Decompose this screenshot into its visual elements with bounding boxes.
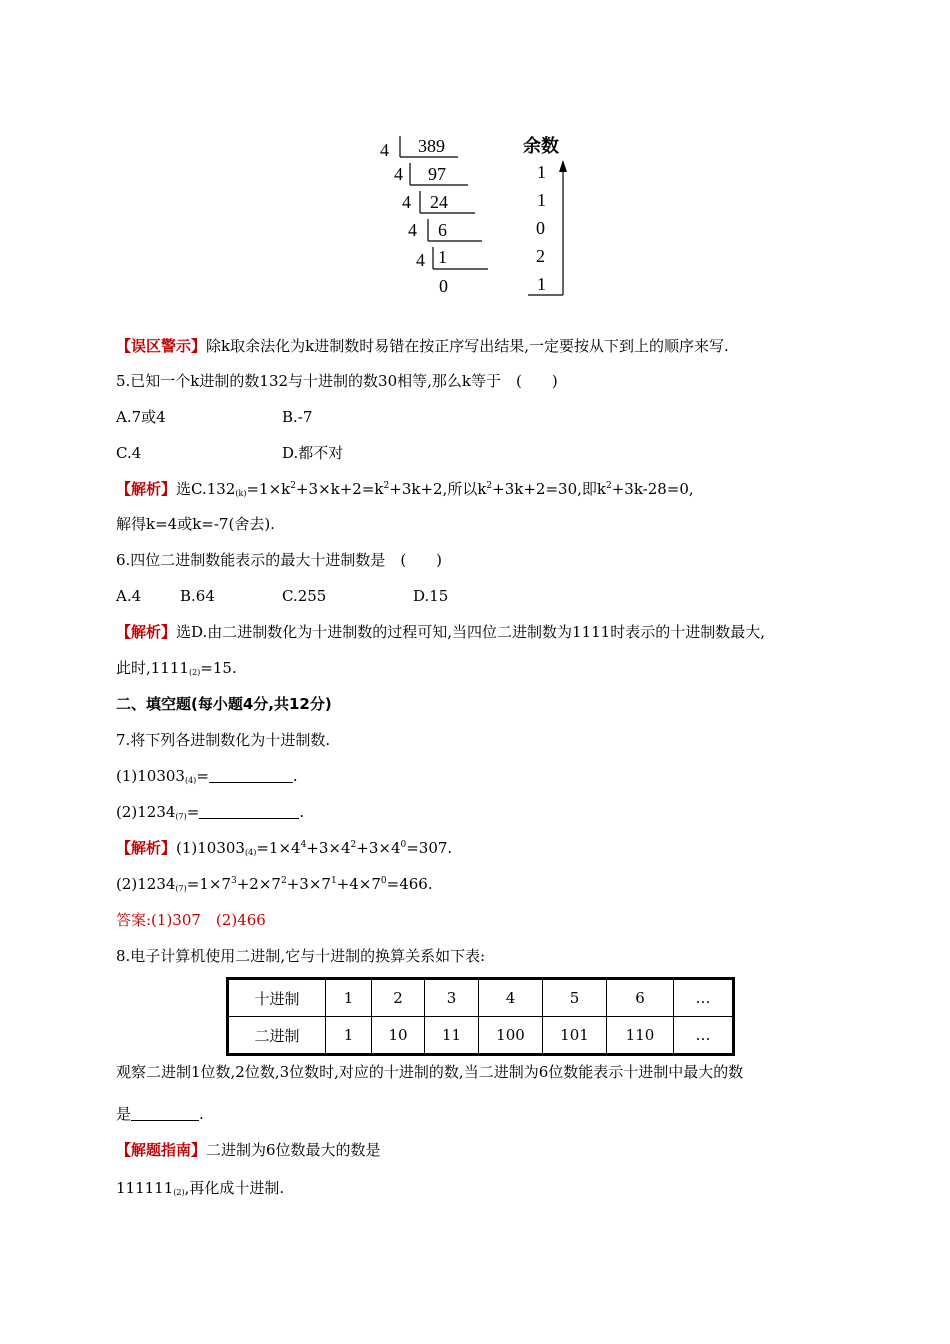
q5-analysis-text: +3k+2=30,即k [492,480,606,498]
q7-text: +3×4 [356,839,401,857]
remainder-1: 1 [537,162,546,182]
base-subscript: (7) [175,812,187,821]
q8-text1: 观察二进制1位数,2位数,3位数时,对应的十进制的数,当二进制为6位数能表示十进制中最大的数 [116,1063,744,1081]
analysis-tag: 【解析】 [116,623,177,641]
table-cell: 101 [543,1017,607,1055]
table-cell: 10 [372,1017,425,1055]
q8-text2 [116,1104,204,1124]
q7-text: =1×4 [256,839,301,857]
table-cell: 2 [372,979,425,1017]
hint-text: ,再化成十进制. [184,1179,285,1197]
q6-option-a: A.4 [116,587,142,605]
hint-text: 111111 [116,1179,174,1197]
analysis-tag: 【解析】 [116,839,177,857]
base-subscript: (k) [235,489,247,498]
table-cell: 十进制 [228,979,326,1017]
q7-answer: 答案:(1)307 (2)466 [116,911,266,929]
exponent: 2 [486,481,493,491]
q5-analysis-text: +3k-28=0, [611,480,694,498]
q7-text: =1×7 [186,875,231,893]
warning-line [116,336,729,356]
table-cell: 6 [607,979,674,1017]
base-subscript: (2) [188,668,201,677]
conversion-table [226,977,735,1056]
remainder-5: 1 [537,274,546,294]
q6-option-c: C.255 [282,587,327,605]
table-cell: … [674,1017,734,1055]
exponent: 2 [605,481,612,491]
q6-stem: 6.四位二进制数能表示的最大十进制数是 ( ) [116,551,443,569]
exponent: 4 [300,840,307,850]
q7-text: (1)10303 [176,839,245,857]
warning-text: 除k取余法化为k进制数时易错在按正序写出结果,一定要按从下到上的顺序来写. [206,337,729,355]
q5-option-a: A.7或4 [116,408,166,426]
dividend-1: 389 [418,136,445,156]
q6-analysis-text: 选D.由二进制数化为十进制数的过程可知,当四位二进制数为1111时表示的十进制数最大, [176,623,765,641]
warning-tag: 【误区警示】 [116,337,207,355]
q5-stem: 5.已知一个k进制的数132与十进制的数30相等,那么k等于 ( ) [116,372,558,390]
remainder-3: 0 [536,218,545,238]
q5-option-b: B.-7 [282,408,313,426]
exponent: 0 [400,840,407,850]
q5-analysis-text: =1×k [246,480,291,498]
q7-text: +4×7 [336,875,381,893]
base-subscript: (2) [173,1188,185,1197]
table-cell: 110 [607,1017,674,1055]
hint-tag: 【解题指南】 [116,1141,207,1159]
division-figure [375,130,575,305]
q7-text: (2)1234 [116,875,176,893]
table-row [228,979,734,1017]
q8-text: 是 [116,1105,132,1123]
q5-option-c: C.4 [116,444,142,462]
q7-text: =307. [406,839,453,857]
dividend-5: 1 [438,247,447,267]
remainder-header: 余数 [523,136,559,157]
exponent: 3 [231,876,237,886]
base-subscript: (7) [175,884,187,893]
dividend-2: 97 [428,164,446,184]
q7-stem: 7.将下列各进制数化为十进制数. [116,731,331,749]
table-cell: 1 [326,1017,372,1055]
table-cell: 11 [425,1017,479,1055]
base-subscript: (4) [184,776,197,785]
dividend-3: 24 [430,192,448,212]
q6-analysis [116,622,765,642]
q8-hint-line2 [116,1178,284,1198]
table-cell: 4 [479,979,543,1017]
q6-analysis-text: =15. [200,659,237,677]
table-cell: 5 [543,979,607,1017]
exponent: 0 [380,876,387,886]
hint-text: 二进制为6位数最大的数是 [206,1141,381,1159]
q8-stem: 8.电子计算机使用二进制,它与十进制的换算关系如下表: [116,947,486,965]
q7-text: . [292,767,298,785]
q6-analysis-text: 此时,1111 [116,659,189,677]
exponent: 2 [350,840,357,850]
quotient-final: 0 [439,276,448,296]
remainder-4: 2 [536,246,545,266]
exponent: 2 [383,481,390,491]
q7-text: +3×7 [286,875,331,893]
divisor-1: 4 [380,140,389,160]
q5-analysis-text: +3×k+2=k [295,480,384,498]
q5-analysis-text: 选C.132 [176,480,236,498]
q6-option-b: B.64 [180,587,215,605]
q5-analysis [116,479,694,499]
q7-text: =466. [386,875,433,893]
q5-analysis-text: +3k+2,所以k [389,480,487,498]
q5-option-d: D.都不对 [282,444,344,462]
exponent: 2 [290,481,296,491]
remainder-2: 1 [537,190,546,210]
divisor-5: 4 [416,250,425,270]
table-cell: … [674,979,734,1017]
q6-analysis-line2 [116,658,237,678]
q7-text: (2)1234 [116,803,176,821]
dividend-4: 6 [438,220,447,240]
table-cell: 3 [425,979,479,1017]
q7-part2 [116,802,304,822]
table-row [228,1017,734,1055]
divisor-2: 4 [394,164,403,184]
q7-text: = [186,803,200,821]
q6-option-d: D.15 [413,587,449,605]
table-cell: 100 [479,1017,543,1055]
q7-analysis [116,838,452,858]
q7-text: = [196,767,209,785]
q7-text: +3×4 [306,839,351,857]
answer-blank[interactable] [131,1106,199,1121]
section-heading: 二、填空题(每小题4分,共12分) [116,695,332,713]
q7-part1 [116,766,298,786]
base-subscript: (4) [244,848,257,857]
exponent: 2 [280,876,287,886]
exponent: 1 [330,876,337,886]
divisor-3: 4 [402,192,411,212]
q7-text: . [299,803,305,821]
q8-text: . [199,1105,204,1123]
q7-analysis-line2 [116,874,433,894]
q7-text: +2×7 [236,875,281,893]
q7-text: (1)10303 [116,767,185,785]
q8-hint [116,1140,381,1160]
divisor-4: 4 [408,220,417,240]
table-cell: 1 [326,979,372,1017]
q5-analysis-line2: 解得k=4或k=-7(舍去). [116,515,275,533]
analysis-tag: 【解析】 [116,480,177,498]
answer-blank[interactable] [209,768,293,783]
answer-blank[interactable] [199,804,299,819]
table-cell: 二进制 [228,1017,326,1055]
